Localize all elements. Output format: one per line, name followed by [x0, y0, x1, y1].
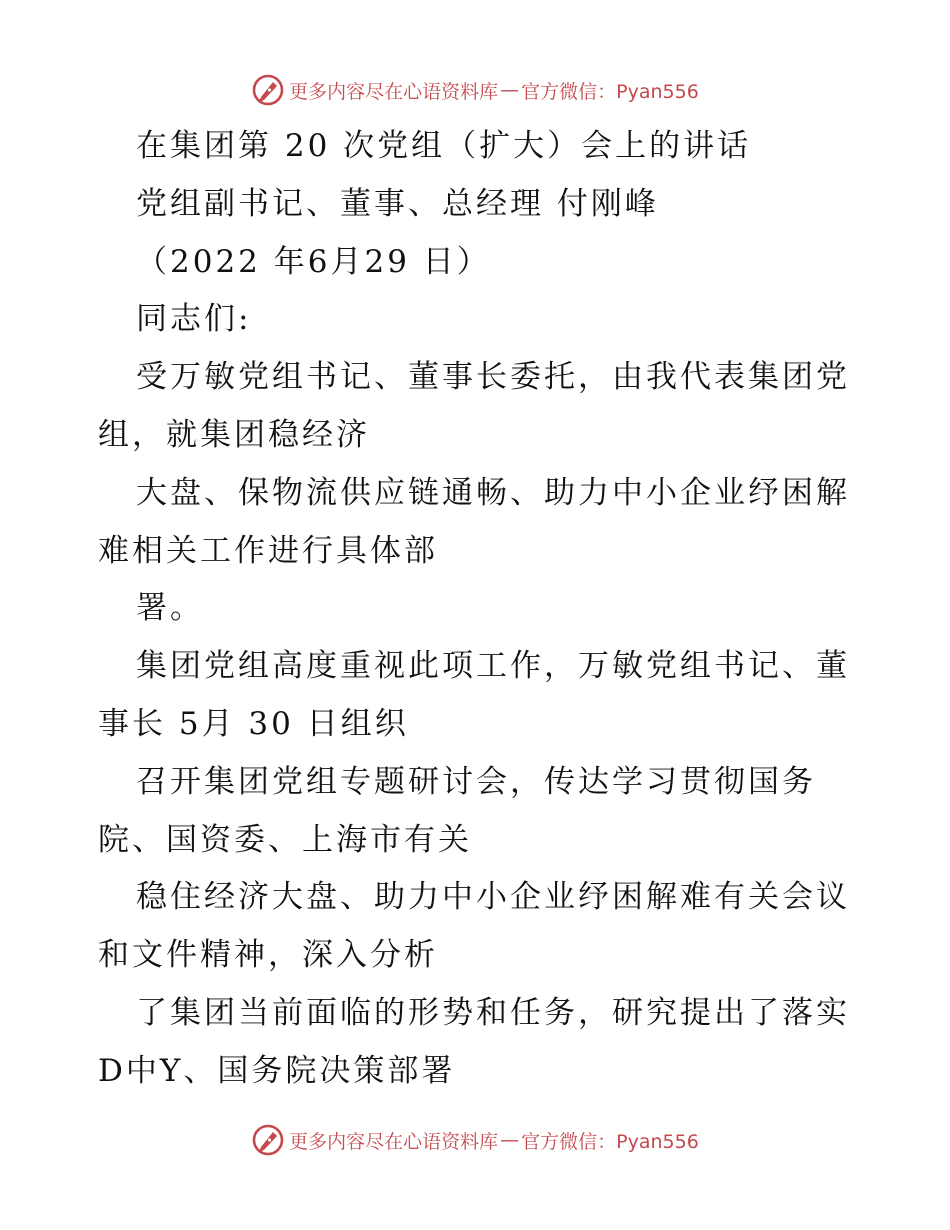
text-line: 召开集团党组专题研讨会，传达学习贯彻国务 — [136, 763, 816, 800]
banner-separator: — — [500, 1129, 520, 1151]
text-line: 稳住经济大盘、助力中小企业纾困解难有关会议 — [136, 879, 850, 916]
pen-nib-logo-icon — [251, 73, 285, 107]
banner-separator: — — [500, 79, 520, 101]
document-body — [98, 118, 858, 1101]
text-line: 院、国资委、上海市有关 — [98, 821, 472, 858]
banner-site-name: 更多内容尽在心语资料库 — [289, 80, 499, 103]
text-line: 组，就集团稳经济 — [98, 416, 370, 453]
text-line: 同志们: — [136, 301, 252, 338]
text-line: 事长 5月 30 日组织 — [98, 705, 409, 742]
text-line: 大盘、保物流供应链通畅、助力中小企业纾困解 — [136, 474, 850, 511]
footer-banner — [0, 1120, 950, 1160]
text-line: 和文件精神，深入分析 — [98, 937, 438, 974]
header-banner — [0, 70, 950, 110]
banner-contact: 官方微信：Pyan556 — [521, 80, 699, 103]
pen-nib-logo-icon — [251, 1123, 285, 1157]
banner-site-name: 更多内容尽在心语资料库 — [289, 1130, 499, 1153]
text-line: 署。 — [136, 590, 204, 627]
text-line: （2022 年6月29 日） — [136, 243, 491, 280]
text-line: 难相关工作进行具体部 — [98, 532, 438, 569]
text-line: D中Y、国务院决策部署 — [98, 1052, 456, 1089]
text-line: 集团党组高度重视此项工作，万敏党组书记、董 — [136, 648, 850, 685]
banner-contact: 官方微信：Pyan556 — [521, 1130, 699, 1153]
text-line: 了集团当前面临的形势和任务，研究提出了落实 — [136, 994, 850, 1031]
text-line: 受万敏党组书记、董事长委托，由我代表集团党 — [136, 359, 850, 396]
text-line: 在集团第 20 次党组（扩大）会上的讲话 — [136, 128, 752, 164]
text-line: 党组副书记、董事、总经理 付刚峰 — [136, 185, 659, 222]
